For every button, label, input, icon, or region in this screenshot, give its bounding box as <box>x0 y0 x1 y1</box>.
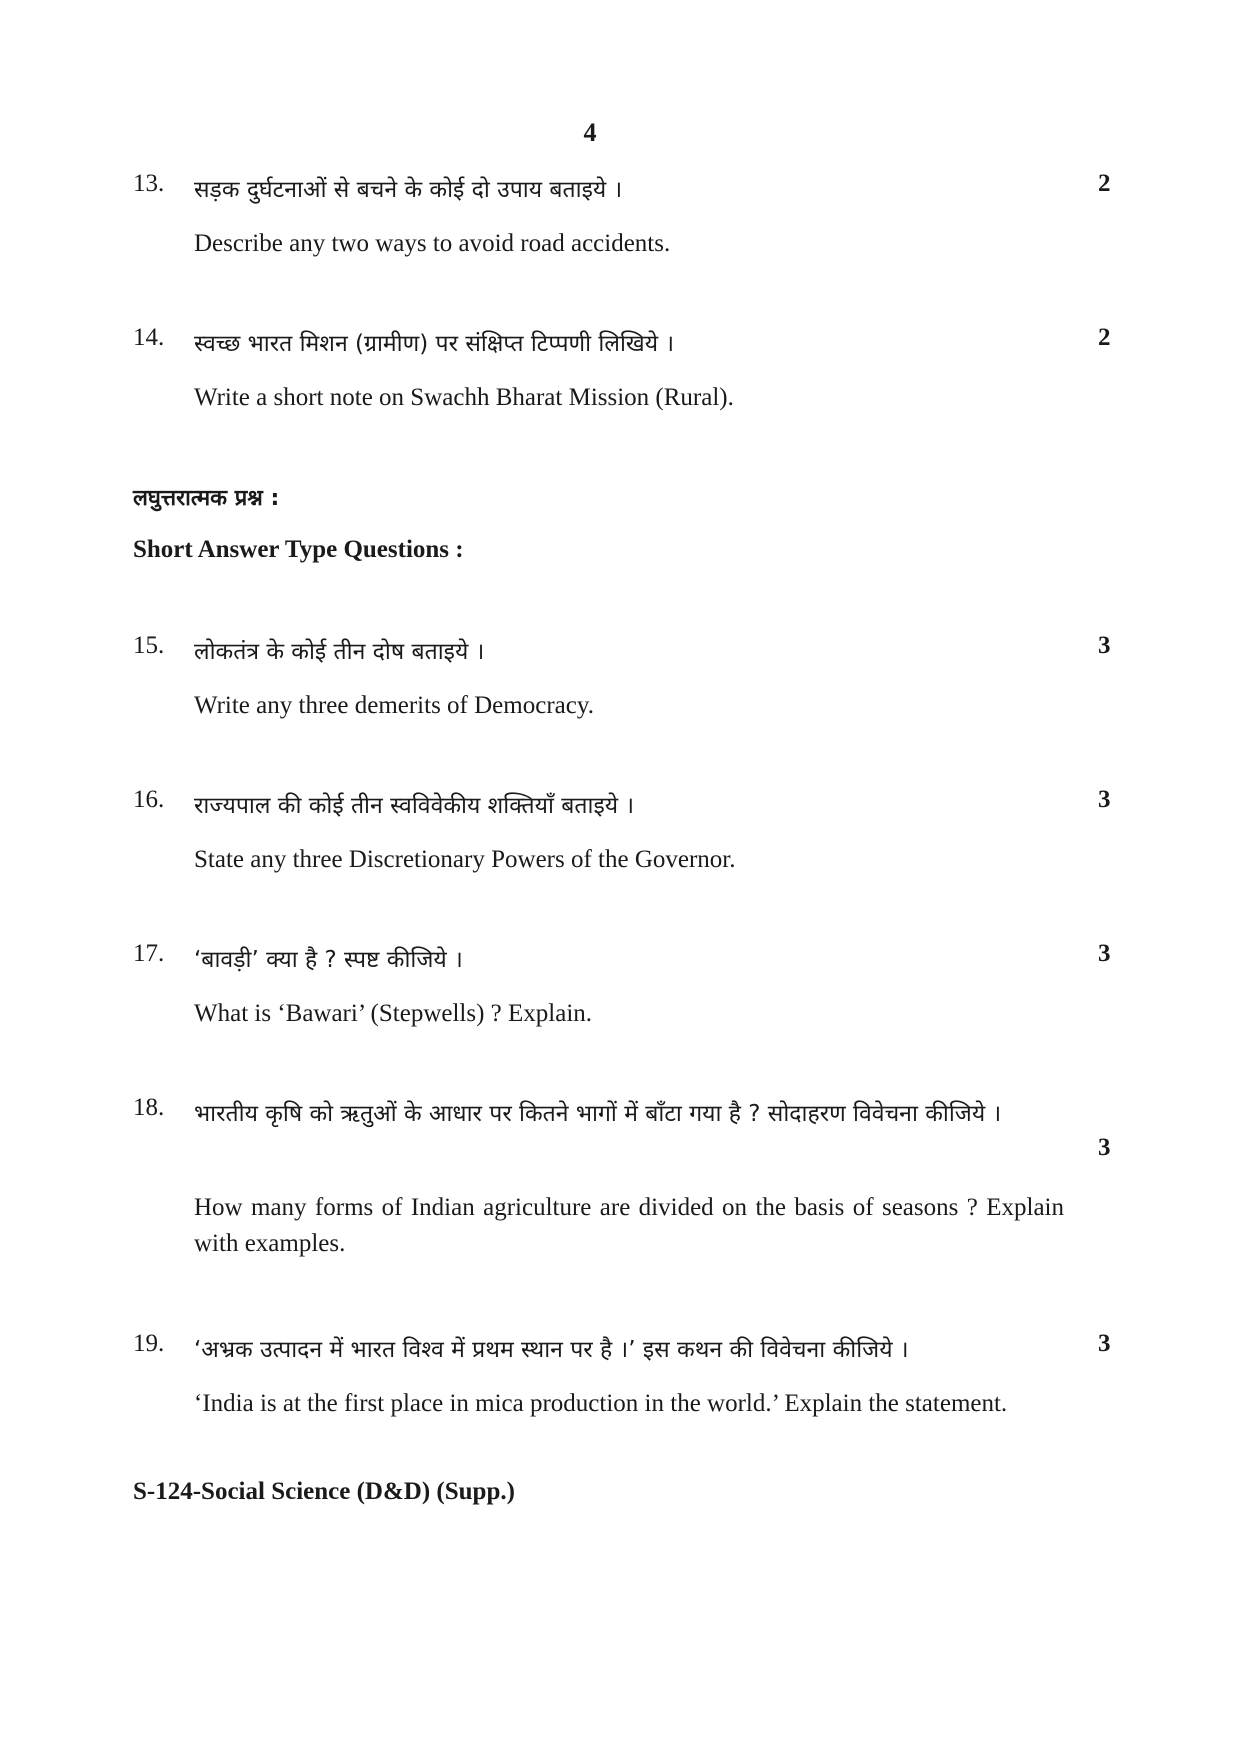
question-number: 17. <box>133 940 165 967</box>
section-heading-english: Short Answer Type Questions : <box>133 536 464 563</box>
question-text-hindi: लोकतंत्र के कोई तीन दोष बताइये । <box>194 639 485 665</box>
question-text-hindi: ‘अभ्रक उत्पादन में भारत विश्व में प्रथम स्थान पर है ।’ इस कथन की विवेचना कीजिये । <box>194 1337 909 1363</box>
question-number: 13. <box>133 170 165 197</box>
question-marks: 3 <box>1098 1330 1111 1357</box>
question-text-hindi: राज्यपाल की कोई तीन स्वविवेकीय शक्तियाँ बताइये । <box>194 793 635 819</box>
question-text-english: ‘India is at the first place in mica production in the world.’ Explain the statement. <box>194 1390 1008 1417</box>
question-marks: 2 <box>1098 324 1111 351</box>
question-number: 19. <box>133 1330 165 1357</box>
question-marks: 2 <box>1098 170 1111 197</box>
question-text-english: What is ‘Bawari’ (Stepwells) ? Explain. <box>194 1000 593 1027</box>
paper-code-footer: S-124-Social Science (D&D) (Supp.) <box>133 1478 515 1505</box>
question-text-english: How many forms of Indian agriculture are divided on the basis of seasons ? Explain with examples. <box>194 1194 1064 1257</box>
question-number: 15. <box>133 632 165 659</box>
question-text-hindi: भारतीय कृषि को ऋतुओं के आधार पर कितने भागों में बाँटा गया है ? सोदाहरण विवेचना कीजिये । <box>194 1101 1002 1127</box>
question-text-english: Write a short note on Swachh Bharat Mission (Rural). <box>194 384 734 411</box>
question-text-hindi: सड़क दुर्घटनाओं से बचने के कोई दो उपाय बताइये । <box>194 177 623 203</box>
question-number: 16. <box>133 786 165 813</box>
question-text-english: State any three Discretionary Powers of the Governor. <box>194 846 736 873</box>
question-text-hindi: स्वच्छ भारत मिशन (ग्रामीण) पर संक्षिप्त टिप्पणी लिखिये । <box>194 331 675 357</box>
page-number: 4 <box>583 118 597 147</box>
question-number: 18. <box>133 1094 165 1121</box>
question-number: 14. <box>133 324 165 351</box>
question-text-english: Describe any two ways to avoid road accidents. <box>194 230 671 257</box>
question-marks: 3 <box>1098 632 1111 659</box>
question-marks: 3 <box>1098 786 1111 813</box>
question-text-hindi: ‘बावड़ी’ क्या है ? स्पष्ट कीजिये । <box>194 947 463 973</box>
question-marks: 3 <box>1098 940 1111 967</box>
section-heading-hindi: लघुत्तरात्मक प्रश्न : <box>133 486 280 511</box>
question-text-english: Write any three demerits of Democracy. <box>194 692 594 719</box>
question-marks: 3 <box>1098 1134 1111 1161</box>
